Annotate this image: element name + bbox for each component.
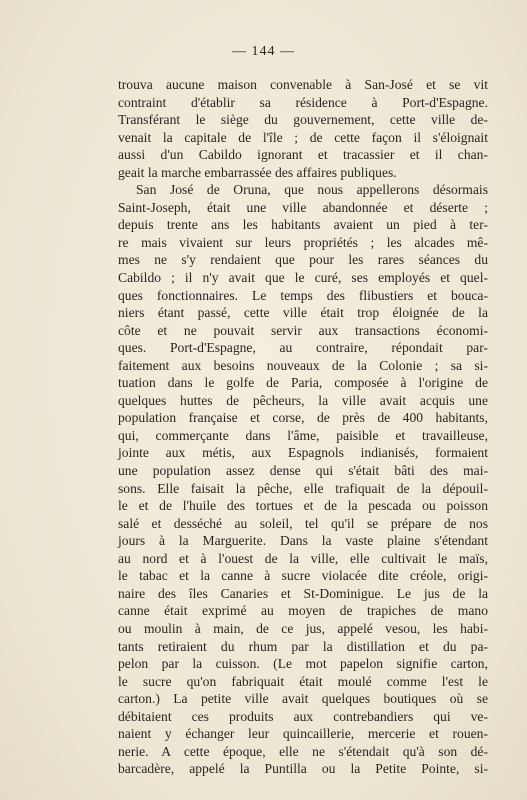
text-line: sons. Elle faisait la pêche, elle trafiquait de la dépouil- [118, 480, 488, 496]
text-line: Cabildo ; il n'y avait que le curé, ses employés et quel- [118, 270, 488, 286]
text-line: au nord et à l'ouest de la ville, elle cultivait le maïs, [118, 550, 488, 566]
text-line: le sucre qu'on fabriquait était moulé comme l'est le [118, 673, 488, 689]
text-line: quelques huttes de pêcheurs, la ville avait acquis une [118, 392, 488, 408]
text-line: venait la capitale de l'île ; de cette façon il s'éloignait [118, 129, 488, 145]
text-line: faitement aux besoins nouveaux de la Colonie ; sa si- [118, 357, 488, 373]
text-line: tuation dans le golfe de Paria, composée à l'origine de [118, 375, 488, 391]
text-line: naire des îles Canaries et St-Dominigue. Le jus de la [118, 585, 488, 601]
text-line: pelon par la cuisson. (Le mot papelon signifie carton, [118, 656, 488, 672]
text-line: le tabac et la canne à sucre violacée dite créole, origi- [118, 568, 488, 584]
text-line: nerie. A cette époque, elle ne s'étendait qu'à son dé- [118, 743, 488, 759]
text-line: re mais vivaient sur leurs propriétés ; les alcades mê- [118, 234, 488, 250]
text-line: jointe aux métis, aux Espagnols indianisés, formaient [118, 445, 488, 461]
page-number: — 144 — [232, 44, 295, 59]
text-line: le et de l'huile des tortues et de la pescada ou poisson [118, 498, 488, 514]
text-line: ques. Port-d'Espagne, au contraire, répondait par- [118, 340, 488, 356]
body-text [118, 76, 488, 778]
text-line: ou moulin à main, de ce jus, appelé vesou, les habi- [118, 620, 488, 636]
text-line: depuis trente ans les habitants avaient un pied à ter- [118, 217, 488, 233]
text-line: jours à la Marguerite. Dans la vaste plaine s'étendant [118, 533, 488, 549]
text-line: côte et ne pouvait servir aux transactions économi- [118, 322, 488, 338]
text-line: geait la marche embarrassée des affaires publiques. [118, 164, 397, 180]
text-line: canne était exprimé au moyen de trapiches de mano [118, 603, 488, 619]
text-line: salé et desséché au soleil, tel qu'il se prépare de nos [118, 515, 488, 531]
text-line: carton.) La petite ville avait quelques boutiques où se [118, 691, 488, 707]
text-line: Transférant le siège du gouvernement, cette ville de- [118, 112, 488, 128]
text-line: population française et corse, de près de 400 habitants, [118, 410, 488, 426]
text-line: naient y échanger leur quincaillerie, mercerie et rouen- [118, 726, 488, 742]
text-line: tants retiraient du rhum par la distillation et du pa- [118, 638, 488, 654]
text-line: barcadère, appelé la Puntilla ou la Petite Pointe, si- [118, 761, 488, 777]
text-line: ques fonctionnaires. Le temps des flibustiers et boucа- [118, 287, 488, 303]
text-line: trouva aucune maison convenable à San-José et se vit [118, 77, 488, 92]
text-line: San José de Oruna, que nous appellerons désormais [136, 182, 488, 198]
text-line: Saint-Joseph, était une ville abandonnée et déserte ; [118, 199, 488, 215]
text-line: débitaient ces produits aux contrebandiers qui ve- [118, 708, 488, 724]
text-line: mes ne s'y rendaient que pour les rares séances du [118, 252, 488, 268]
text-line: niers étant passé, cette ville était trop éloignée de la [118, 305, 488, 321]
text-line: aussi d'un Cabildo ignorant et tracassier et il chan- [118, 147, 488, 163]
text-line: qui, commerçante dans l'âme, paisible et travailleuse, [118, 427, 488, 443]
text-line: contraint d'établir sa résidence à Port-d'Espagne. [118, 94, 488, 110]
text-line: une population assez dense qui s'était bâti des mai- [118, 463, 488, 479]
